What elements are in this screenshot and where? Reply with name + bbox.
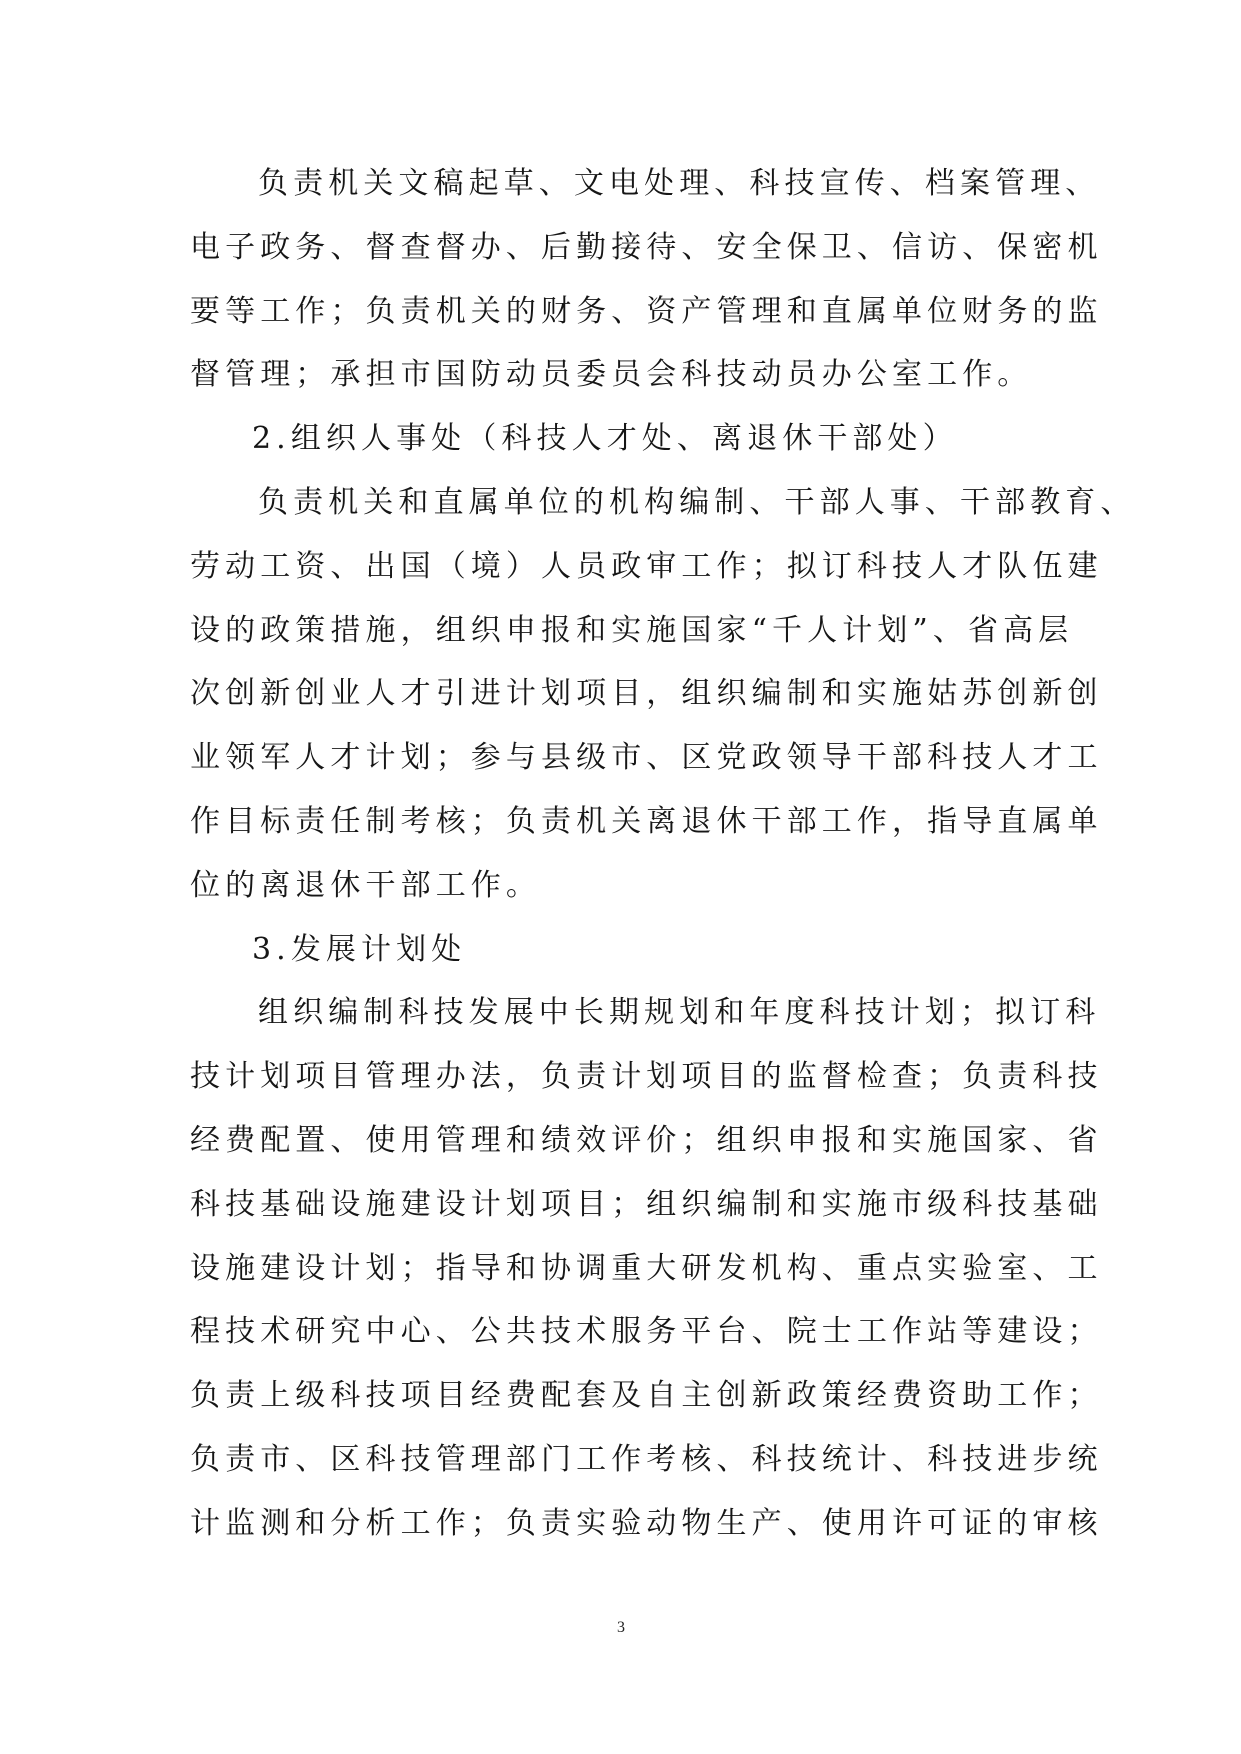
paragraph-planning-line-1: 组织编制科技发展中长期规划和年度科技计划；拟订科	[258, 995, 1101, 1031]
paragraph-personnel-line-1: 负责机关和直属单位的机构编制、干部人事、干部教育、	[258, 484, 1136, 520]
section-heading-development-planning: 3.发展计划处	[252, 931, 467, 967]
document-body	[190, 152, 1136, 1556]
paragraph-personnel-line-5: 业领军人才计划；参与县级市、区党政领导干部科技人才工	[190, 740, 1103, 776]
paragraph-planning-line-7: 负责上级科技项目经费配套及自主创新政策经费资助工作；	[190, 1378, 1103, 1414]
paragraph-planning-line-5: 设施建设计划；指导和协调重大研发机构、重点实验室、工	[190, 1250, 1103, 1286]
paragraph-personnel-line-7: 位的离退休干部工作。	[190, 867, 541, 903]
paragraph-personnel-line-6: 作目标责任制考核；负责机关离退休干部工作，指导直属单	[190, 803, 1103, 839]
paragraph-personnel-line-4: 次创新创业人才引进计划项目，组织编制和实施姑苏创新创	[190, 676, 1103, 712]
paragraph-office-line-1: 负责机关文稿起草、文电处理、科技宣传、档案管理、	[258, 166, 1101, 201]
paragraph-office-line-4: 督管理；承担市国防动员委员会科技动员办公室工作。	[190, 357, 1033, 393]
paragraph-planning-line-3: 经费配置、使用管理和绩效评价；组织申报和实施国家、省	[190, 1122, 1103, 1158]
paragraph-office-line-3: 要等工作；负责机关的财务、资产管理和直属单位财务的监	[190, 293, 1103, 329]
section-heading-organization-personnel: 2.组织人事处（科技人才处、离退休干部处）	[252, 421, 958, 457]
page-number: 3	[617, 1619, 625, 1636]
paragraph-personnel-line-2: 劳动工资、出国（境）人员政审工作；拟订科技人才队伍建	[190, 548, 1103, 584]
paragraph-planning-line-9: 计监测和分析工作；负责实验动物生产、使用许可证的审核	[190, 1505, 1103, 1541]
paragraph-personnel-line-3: 设的政策措施，组织申报和实施国家“千人计划”、省高层	[190, 612, 1074, 648]
paragraph-office-line-2: 电子政务、督查督办、后勤接待、安全保卫、信访、保密机	[190, 229, 1103, 265]
paragraph-planning-line-6: 程技术研究中心、公共技术服务平台、院士工作站等建设；	[190, 1314, 1103, 1350]
paragraph-planning-line-2: 技计划项目管理办法，负责计划项目的监督检查；负责科技	[190, 1059, 1103, 1095]
paragraph-planning-line-8: 负责市、区科技管理部门工作考核、科技统计、科技进步统	[190, 1441, 1103, 1477]
paragraph-planning-line-4: 科技基础设施建设计划项目；组织编制和实施市级科技基础	[190, 1186, 1103, 1222]
